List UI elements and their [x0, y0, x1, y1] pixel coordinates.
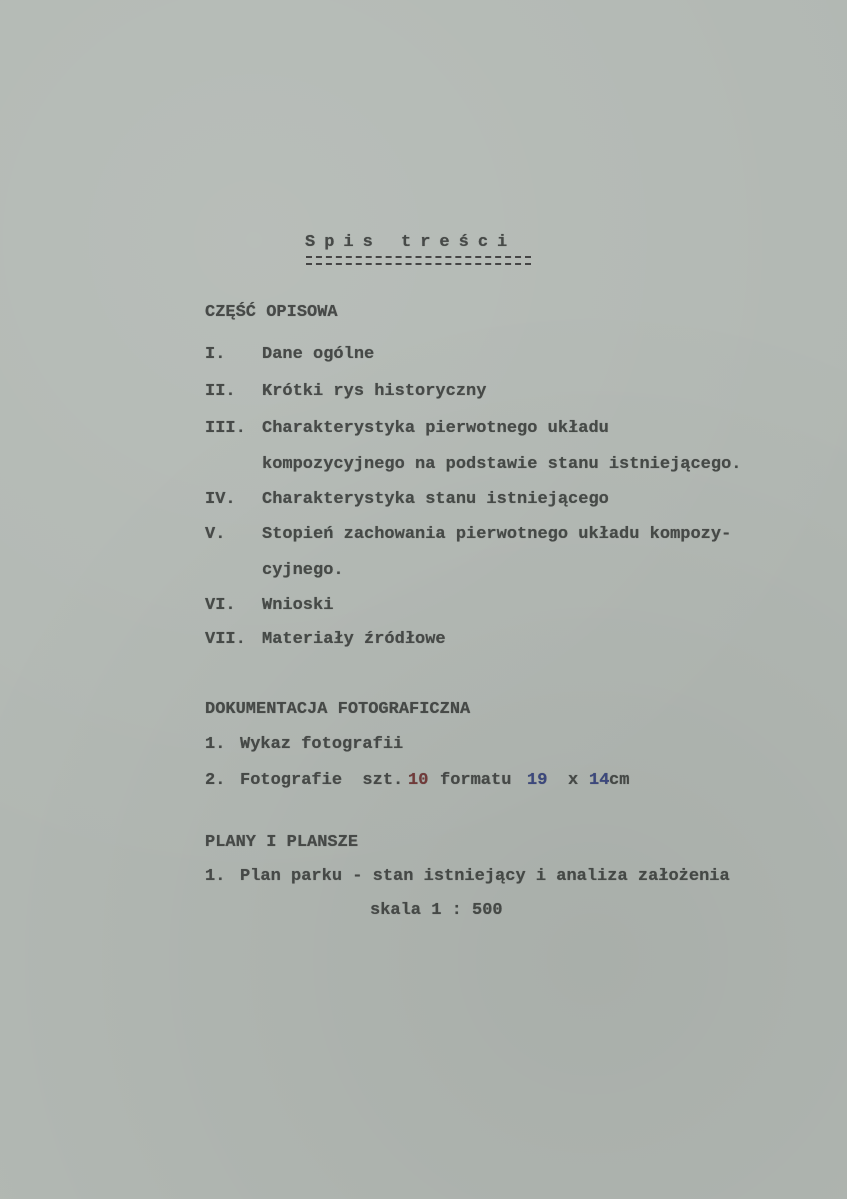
toc-item: Wnioski — [262, 596, 334, 615]
toc-item: Dane ogólne — [262, 345, 375, 364]
item-number: VI. — [205, 596, 236, 615]
item-number: I. — [205, 345, 226, 364]
item-number: IV. — [205, 490, 236, 509]
format-label: formatu — [440, 771, 512, 790]
toc-item: Plan parku - stan istniejący i analiza założenia — [240, 867, 730, 886]
item-number: III. — [205, 419, 246, 438]
section-heading: PLANY I PLANSZE — [205, 833, 359, 852]
item-number: 1. — [205, 735, 226, 754]
item-number: VII. — [205, 630, 246, 649]
toc-item: Charakterystyka stanu istniejącego — [262, 490, 609, 509]
section-heading: DOKUMENTACJA FOTOGRAFICZNA — [205, 700, 471, 719]
toc-item: Krótki rys historyczny — [262, 382, 487, 401]
title-underline — [306, 256, 531, 265]
section-heading: CZĘŚĆ OPISOWA — [205, 303, 338, 322]
toc-item: Charakterystyka pierwotnego układu — [262, 419, 609, 438]
unit-label: cm — [609, 771, 630, 790]
times-sign: x — [568, 771, 579, 790]
toc-item: Stopień zachowania pierwotnego układu kompozy- — [262, 525, 732, 544]
item-number: II. — [205, 382, 236, 401]
plan-scale: skala 1 : 500 — [370, 901, 503, 920]
item-number: 1. — [205, 867, 226, 886]
item-number: 2. — [205, 771, 226, 790]
photo-height: 14 — [589, 771, 610, 790]
toc-item-continued: cyjnego. — [262, 561, 344, 580]
photo-width: 19 — [527, 771, 548, 790]
toc-item: Wykaz fotografii — [240, 735, 404, 754]
page-title: Spis treści — [305, 233, 517, 252]
toc-item-continued: kompozycyjnego na podstawie stanu istniejącego. — [262, 455, 742, 474]
photo-count: 10 — [408, 771, 429, 790]
item-number: V. — [205, 525, 226, 544]
toc-item: Fotografie szt. — [240, 771, 404, 790]
toc-item: Materiały źródłowe — [262, 630, 446, 649]
